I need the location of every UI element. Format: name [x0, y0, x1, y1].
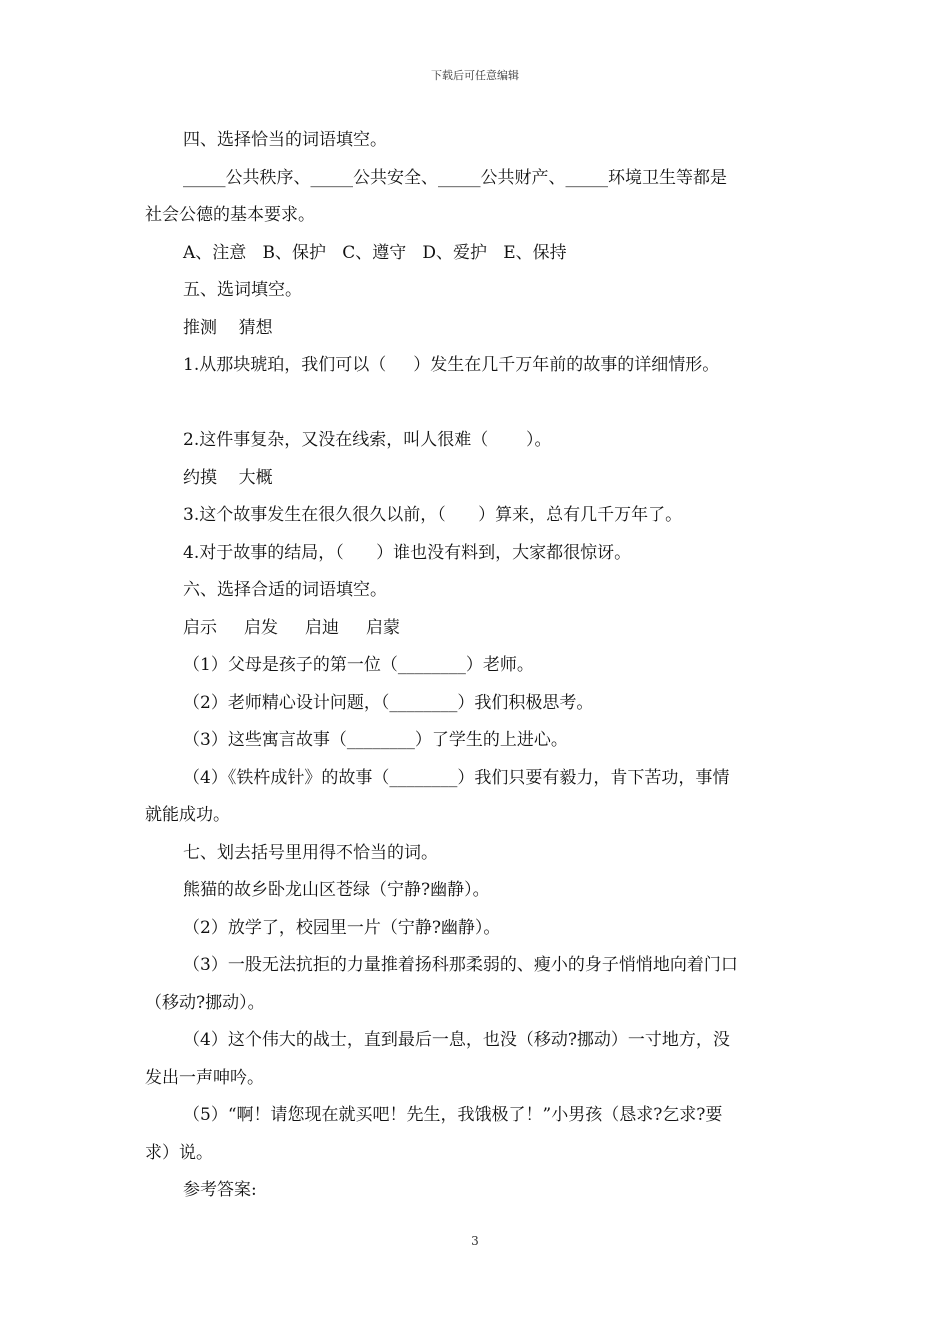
text-line: A、注意 B、保护 C、遵守 D、爱护 E、保持	[183, 242, 567, 263]
text-line: 4.对于故事的结局，（ ）谁也没有料到，大家都很惊讶。	[183, 542, 632, 563]
text-line: 就能成功。	[145, 805, 230, 825]
text-line: 发出一声呻吟。	[145, 1067, 264, 1088]
text-line: （3）这些寓言故事（________）了学生的上进心。	[183, 730, 568, 750]
text-line: 五、选词填空。	[183, 280, 302, 300]
page-number: 3	[471, 1234, 479, 1248]
text-line: 求）说。	[145, 1142, 213, 1163]
text-line: 2.这件事复杂，又没在线索，叫人很难（ ）。	[183, 430, 552, 450]
text-line: 六、选择合适的词语填空。	[183, 580, 387, 600]
text-line: 参考答案:	[183, 1180, 257, 1200]
text-line: （3）一股无法抗拒的力量推着扬科那柔弱的、瘦小的身子悄悄地向着门口	[183, 955, 738, 975]
text-line: （1）父母是孩子的第一位（________）老师。	[183, 655, 534, 675]
text-line: 四、选择恰当的词语填空。	[183, 130, 387, 150]
text-line: （4）这个伟大的战士，直到最后一息，也没（移动?挪动）一寸地方，没	[183, 1030, 730, 1050]
text-line: 推测 猜想	[183, 317, 273, 338]
text-line: （5）“啊！请您现在就买吧！先生，我饿极了！”小男孩（恳求?乞求?要	[183, 1105, 723, 1125]
text-line: （4）《铁杵成针》的故事（________）我们只要有毅力，肯下苦功，事情	[183, 767, 730, 788]
page-header: 下载后可任意编辑	[431, 69, 519, 82]
text-line: 约摸 大概	[183, 467, 273, 488]
text-line: 3.这个故事发生在很久很久以前，（ ）算来，总有几千万年了。	[183, 505, 683, 525]
text-line: （2）老师精心设计问题，（________）我们积极思考。	[183, 692, 594, 713]
text-line: _____公共秩序、_____公共安全、_____公共财产、_____环境卫生等都是	[183, 167, 727, 188]
text-line: 七、划去括号里用得不恰当的词。	[183, 842, 438, 863]
text-line: （2）放学了，校园里一片（宁静?幽静）。	[183, 917, 501, 938]
text-line: （移动?挪动）。	[145, 992, 265, 1013]
text-line: 社会公德的基本要求。	[145, 205, 315, 225]
text-line	[145, 385, 810, 423]
document-body	[145, 122, 810, 1210]
text-line: 启示 启发 启迪 启蒙	[183, 617, 401, 638]
text-line: 1.从那块琥珀，我们可以（ ）发生在几千万年前的故事的详细情形。	[183, 355, 720, 375]
text-line: 熊猫的故乡卧龙山区苍绿（宁静?幽静）。	[183, 880, 490, 900]
